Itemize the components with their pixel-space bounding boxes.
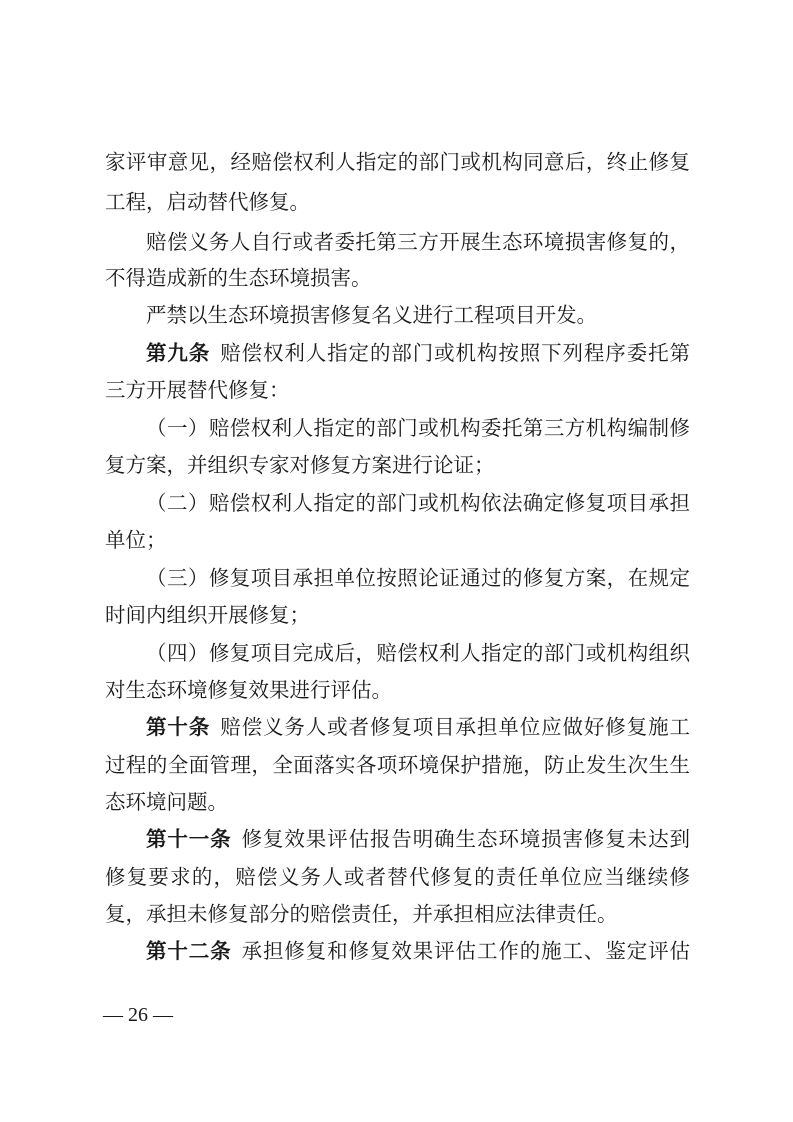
body-text-line: 严禁以生态环境损害修复名义进行工程项目开发。 [146,303,597,327]
body-text-line: 家评审意见，经赔偿权利人指定的部门或机构同意后，终止修复 [105,150,690,174]
article-text: 赔偿权利人指定的部门或机构按照下列程序委托第 [220,341,690,365]
list-item-line: 时间内组织开展修复； [105,603,310,627]
article-first-line [146,712,690,742]
body-text-line: 复，承担未修复部分的赔偿责任，并承担相应法律责任。 [105,902,618,926]
article-first-line [146,824,690,854]
list-item-line: 对生态环境修复效果进行评估。 [105,678,392,702]
list-item-line: （三）修复项目承担单位按照论证通过的修复方案，在规定 [146,566,690,590]
article-text: 赔偿义务人或者修复项目承担单位应做好修复施工 [220,715,690,739]
list-item-line: （一）赔偿权利人指定的部门或机构委托第三方机构编制修 [146,416,690,440]
list-item-line: （二）赔偿权利人指定的部门或机构依法确定修复项目承担 [146,491,690,515]
body-text-line: 赔偿义务人自行或者委托第三方开展生态环境损害修复的， [146,230,690,254]
article-label: 第十条 [146,715,211,739]
body-text-line: 不得造成新的生态环境损害。 [105,266,372,290]
article-text: 修复效果评估报告明确生态环境损害修复未达到 [241,827,691,851]
list-item-line: 单位； [105,528,167,552]
article-label: 第九条 [146,341,211,365]
article-text: 承担修复和修复效果评估工作的施工、鉴定评估 [241,939,691,963]
list-item-line: （四）修复项目完成后，赔偿权利人指定的部门或机构组织 [146,641,690,665]
body-text-line: 过程的全面管理，全面落实各项环境保护措施，防止发生次生生 [105,753,690,777]
article-first-line [146,338,690,368]
page-number: — 26 — [103,1004,173,1026]
list-item-line: 复方案，并组织专家对修复方案进行论证； [105,453,495,477]
body-text-line: 修复要求的，赔偿义务人或者替代修复的责任单位应当继续修 [105,865,690,889]
body-text-line: 工程，启动替代修复。 [105,190,310,214]
article-first-line [146,936,690,966]
article-label: 第十二条 [146,939,232,963]
body-text-line: 态环境问题。 [105,790,228,814]
article-label: 第十一条 [146,827,232,851]
body-text-line: 三方开展替代修复： [105,378,290,402]
